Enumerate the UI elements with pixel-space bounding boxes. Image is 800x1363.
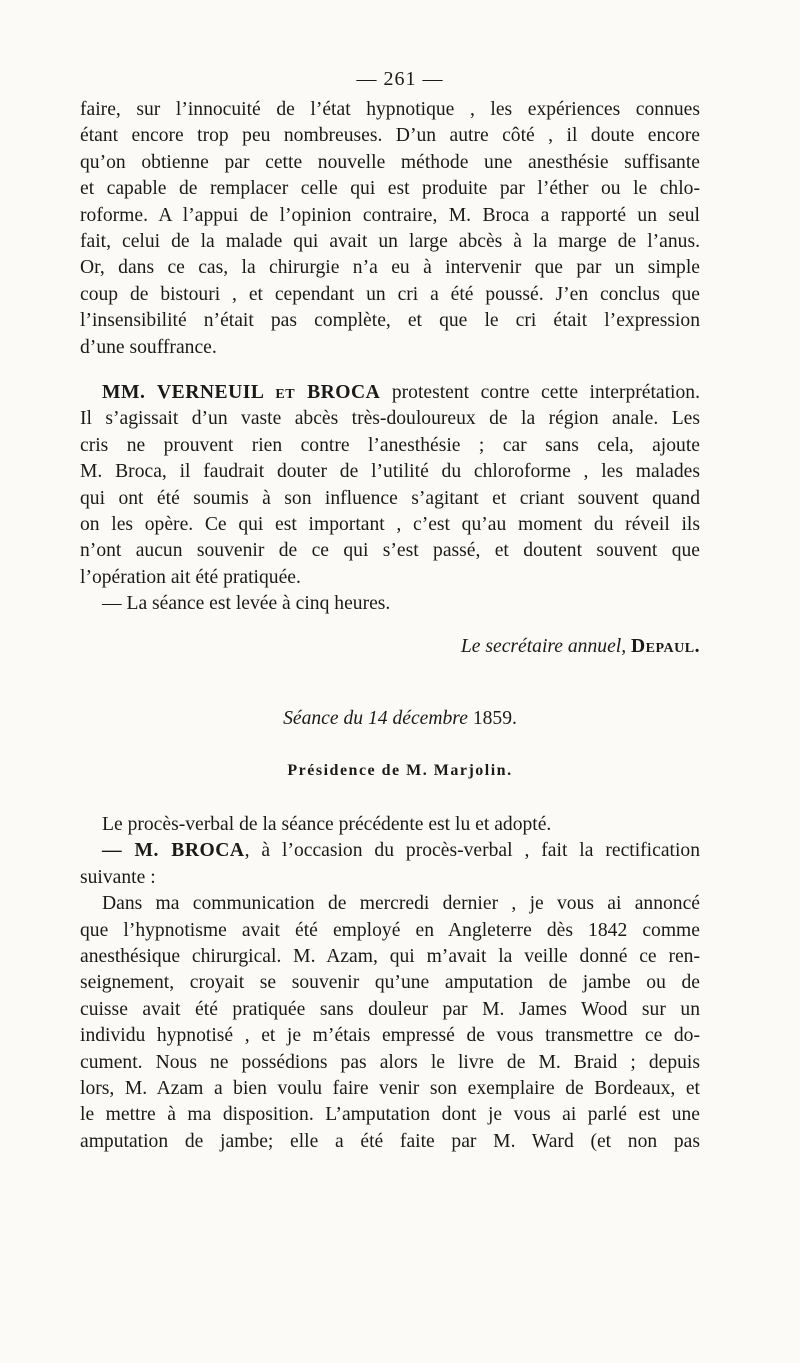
speakers: MM. VERNEUIL et BROCA — [102, 382, 381, 403]
text-line: seignement, croyait se souvenir qu’une amputation de jambe ou de — [80, 972, 700, 994]
text-line: fait, celui de la malade qui avait un large abcès à la marge de l’anus. — [80, 231, 700, 253]
text-line: d’une souffrance. — [80, 336, 217, 358]
text-line: lors, M. Azam a bien voulu faire venir son exemplaire de Bordeaux, et — [80, 1078, 700, 1100]
page-number: — 261 — — [356, 68, 444, 90]
text-line: suivante : — [80, 866, 156, 888]
text-line: faire, sur l’innocuité de l’état hypnotique , les expériences connues — [80, 99, 700, 120]
text-line: l’opération ait été pratiquée. — [80, 566, 301, 588]
text-line — [80, 838, 700, 864]
signature-role: Le secrétaire annuel, — [460, 636, 627, 657]
text-line: cris ne prouvent rien contre l’anesthésie ; car sans cela, ajoute — [80, 434, 700, 456]
text-line: on les opère. Ce qui est important , c’est qu’au moment du réveil ils — [80, 514, 700, 536]
closing-line: — La séance est levée à cinq heures. — [102, 593, 391, 615]
text-line: l’insensibilité n’était pas complète, et que le cri était l’expression — [80, 310, 700, 332]
text-line: anesthésique chirurgical. M. Azam, qui m’avait la veille donné ce ren- — [80, 946, 700, 968]
text-line: que l’hypnotisme avait été employé en Angleterre dès 1842 comme — [80, 919, 700, 941]
text-line: M. Broca, il faudrait douter de l’utilité du chloroforme , les malades — [80, 461, 700, 483]
presidency-heading: Présidence de M. Marjolin. — [287, 762, 513, 779]
text-line: roforme. A l’appui de l’opinion contraire, M. Broca a rapporté un seul — [80, 204, 700, 226]
text-line: coup de bistouri , et cependant un cri a été poussé. J’en conclus que — [80, 283, 700, 305]
text-line: étant encore trop peu nombreuses. D’un autre côté , il doute encore — [80, 125, 700, 147]
text-line: le mettre à ma disposition. L’amputation dont je vous ai parlé est une — [80, 1104, 700, 1126]
session-heading — [0, 708, 800, 730]
session-year: 1859. — [472, 708, 517, 729]
text-line: amputation de jambe; elle a été faite par M. Ward (et non pas — [80, 1130, 700, 1152]
signature — [80, 636, 700, 658]
signature-name: Depaul. — [631, 636, 700, 657]
text-line: individu hypnotisé , et je m’étais empressé de vous transmettre ce do- — [80, 1025, 700, 1047]
text-line: cuisse avait été pratiquée sans douleur par M. James Wood sur un — [80, 998, 700, 1020]
minutes-line: Le procès-verbal de la séance précédente est lu et adopté. — [102, 814, 552, 835]
text-fragment: protestent contre cette interprétation. — [380, 382, 700, 403]
paragraph-protest — [80, 380, 700, 618]
session-date: 14 décembre — [367, 708, 468, 729]
text-line: qu’on obtienne par cette nouvelle méthode une anesthésie suffisante — [80, 151, 700, 173]
broca-speaker: — M. BROCA — [102, 840, 245, 862]
text-line — [80, 380, 700, 406]
text-line: cument. Nous ne possédions pas alors le livre de M. Braid ; depuis — [80, 1051, 700, 1073]
text-line: et capable de remplacer celle qui est produite par l’éther ou le chlo- — [80, 178, 700, 200]
paragraph-minutes — [80, 812, 700, 1155]
text-fragment: , à l’occasion du procès-verbal , fait la rectification — [244, 840, 700, 862]
text-line: qui ont été soumis à son influence s’agitant et criant souvent quand — [80, 487, 700, 509]
text-line: Or, dans ce cas, la chirurgie n’a eu à intervenir que par un simple — [80, 257, 700, 279]
text-line: Dans ma communication de mercredi dernier , je vous ai annoncé — [102, 893, 700, 915]
text-line: Il s’agissait d’un vaste abcès très-douloureux de la région anale. Les — [80, 408, 700, 430]
paragraph-continuation — [80, 97, 700, 361]
text-line: n’ont aucun souvenir de ce qui s’est passé, et doutent souvent que — [80, 540, 700, 562]
session-prefix: Séance du — [283, 708, 364, 729]
